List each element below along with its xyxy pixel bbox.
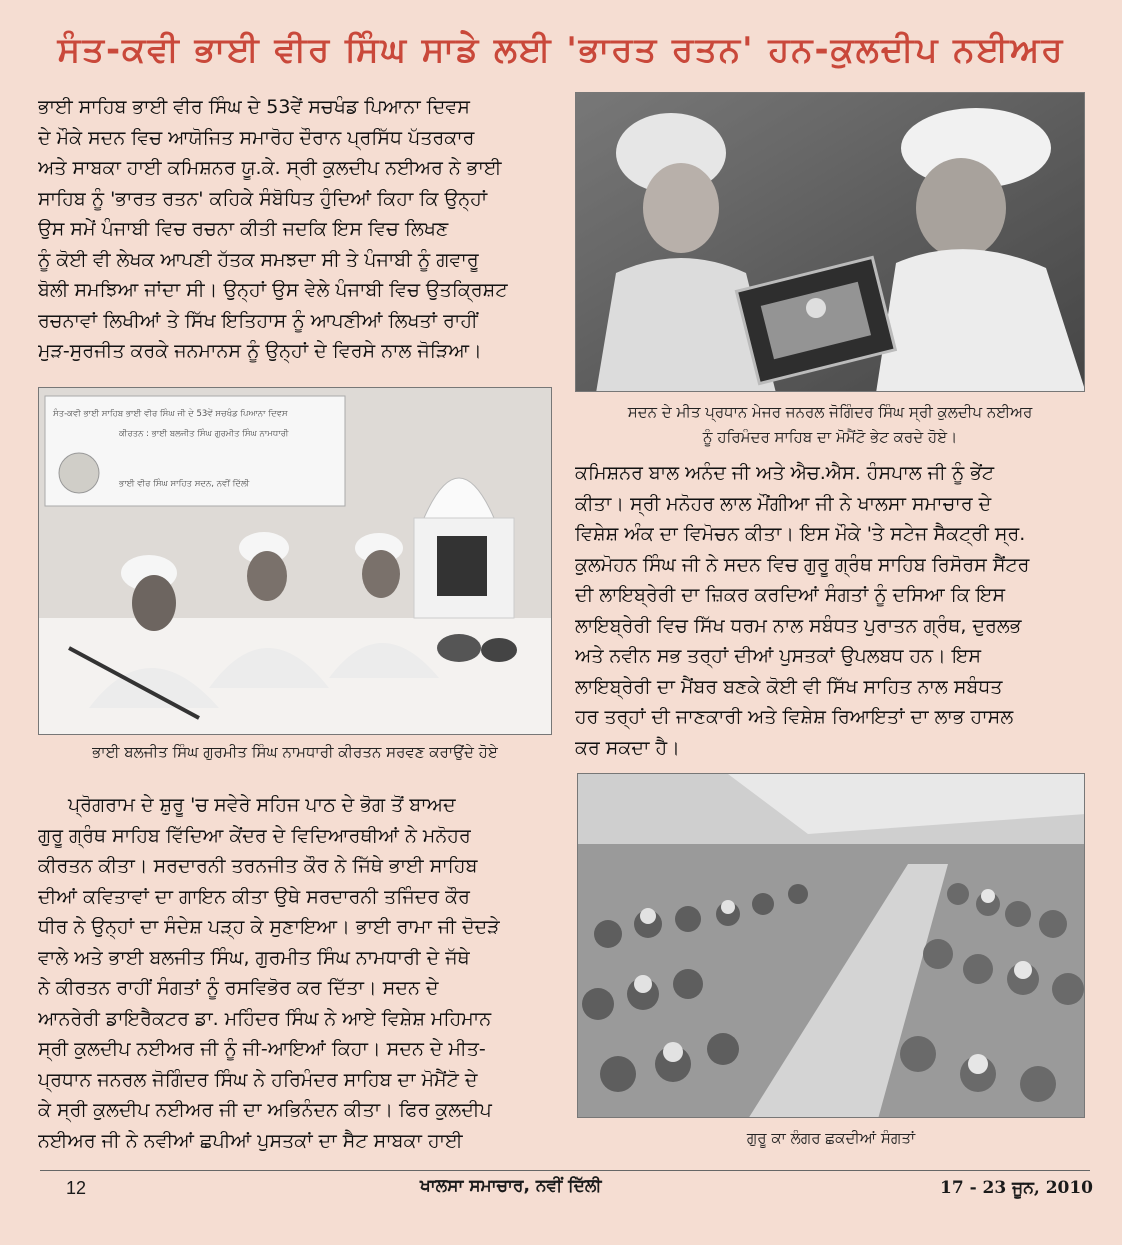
photo-langar [577,773,1085,1118]
photo-kirtan [38,387,552,735]
banner-line-1: ਸੰਤ-ਕਵੀ ਭਾਈ ਸਾਹਿਬ ਭਾਈ ਵੀਰ ਸਿੰਘ ਜੀ ਦੇ 53ਵੇਂ ਸਚਖੰਡ ਪਿਆਨਾ ਦਿਵਸ [53,409,288,419]
banner-line-3: ਭਾਈ ਵੀਰ ਸਿੰਘ ਸਾਹਿਤ ਸਦਨ, ਨਵੀਂ ਦਿੱਲੀ [119,479,250,489]
memento-caption: ਸਦਨ ਦੇ ਮੀਤ ਪ੍ਰਧਾਨ ਮੇਜਰ ਜਨਰਲ ਜੋਗਿੰਦਰ ਸਿੰਘ ਸ੍ਰੀ ਕੁਲਦੀਪ ਨਈਅਰ ਨੂੰ ਹਰਿਮੰਦਰ ਸਾਹਿਬ ਦਾ ਮੋਮੈਂਟੋ ਭੇਟ ਕਰਦੇ ਹੋਏ। [627,403,1033,446]
right-column-paragraph: ਕਮਿਸ਼ਨਰ ਬਾਲ ਅਨੰਦ ਜੀ ਅਤੇ ਐਚ.ਐਸ. ਹੰਸਪਾਲ ਜੀ ਨੂੰ ਭੇਂਟ ਕੀਤਾ। ਸ੍ਰੀ ਮਨੋਹਰ ਲਾਲ ਮੌਂਗੀਆ ਜੀ ਨੇ ਖਾਲਸਾ ਸਮਾਚਾਰ ਦੇ ਵਿਸ਼ੇਸ਼ ਅੰਕ ਦਾ ਵਿਮੋਚਨ ਕੀਤਾ। ਇਸ ਮੌਕੇ 'ਤੇ ਸਟੇਜ ਸੈਕਟ੍ਰੀ ਸ੍ਰ. ਕੁਲਮੋਹਨ ਸਿੰਘ ਜੀ ਨੇ ਸਦਨ ਵਿਚ ਗੁਰੂ ਗ੍ਰੰਥ ਸਾਹਿਬ ਰਿਸੋਰਸ ਸੈਂਟਰ ਦੀ ਲਾਇਬ੍ਰੇਰੀ ਦਾ ਜ਼ਿਕਰ ਕਰਦਿਆਂ ਸੰਗਤਾਂ ਨੂੰ ਦਸਿਆ ਕਿ ਇਸ ਲਾਇਬ੍ਰੇਰੀ ਵਿਚ ਸਿੱਖ ਧਰਮ ਨਾਲ ਸਬੰਧਤ ਪੁਰਾਤਨ ਗ੍ਰੰਥ, ਦੁਰਲਭ ਅਤੇ ਨਵੀਨ ਸਭ ਤਰ੍ਹਾਂ ਦੀਆਂ ਪੁਸਤਕਾਂ ਉਪਲਬਧ ਹਨ। ਇਸ ਲਾਇਬ੍ਰੇਰੀ ਦਾ ਮੈਂਬਰ ਬਣਕੇ ਕੋਈ ਵੀ ਸਿੱਖ ਸਾਹਿਤ ਨਾਲ ਸਬੰਧਤ ਹਰ ਤਰ੍ਹਾਂ ਦੀ ਜਾਣਕਾਰੀ ਅਤੇ ਵਿਸ਼ੇਸ਼ ਰਿਆਇਤਾਂ ਦਾ ਲਾਭ ਹਾਸਲ ਕਰ ਸਕਦਾ ਹੈ। [575,462,1030,759]
program-paragraph: ਪ੍ਰੋਗਰਾਮ ਦੇ ਸ਼ੁਰੂ 'ਚ ਸਵੇਰੇ ਸਹਿਜ ਪਾਠ ਦੇ ਭੋਗ ਤੋਂ ਬਾਅਦ ਗੁਰੂ ਗ੍ਰੰਥ ਸਾਹਿਬ ਵਿੱਦਿਆ ਕੇਂਦਰ ਦੇ ਵਿਦਿਆਰਥੀਆਂ ਨੇ ਮਨੋਹਰ ਕੀਰਤਨ ਕੀਤਾ। ਸਰਦਾਰਨੀ ਤਰਨਜੀਤ ਕੌਰ ਨੇ ਜਿੱਥੇ ਭਾਈ ਸਾਹਿਬ ਦੀਆਂ ਕਵਿਤਾਵਾਂ ਦਾ ਗਾਇਨ ਕੀਤਾ ਉਥੇ ਸਰਦਾਰਨੀ ਤਜਿੰਦਰ ਕੌਰ ਧੀਰ ਨੇ ਉਨ੍ਹਾਂ ਦਾ ਸੰਦੇਸ਼ ਪੜ੍ਹ ਕੇ ਸੁਣਾਇਆ। ਭਾਈ ਰਾਮਾ ਜੀ ਦੋਦੜੇ ਵਾਲੇ ਅਤੇ ਭਾਈ ਬਲਜੀਤ ਸਿੰਘ, ਗੁਰਮੀਤ ਸਿੰਘ ਨਾਮਧਾਰੀ ਦੇ ਜੱਥੇ ਨੇ ਕੀਰਤਨ ਰਾਹੀਂ ਸੰਗਤਾਂ ਨੂੰ ਰਸਵਿਭੋਰ ਕਰ ਦਿੱਤਾ। ਸਦਨ ਦੇ ਆਨਰੇਰੀ ਡਾਇਰੈਕਟਰ ਡਾ. ਮਹਿੰਦਰ ਸਿੰਘ ਨੇ ਆਏ ਵਿਸ਼ੇਸ਼ ਮਹਿਮਾਨ ਸ੍ਰੀ ਕੁਲਦੀਪ ਨਈਅਰ ਜੀ ਨੂੰ ਜੀ-ਆਇਆਂ ਕਿਹਾ। ਸਦਨ ਦੇ ਮੀਤ- ਪ੍ਰਧਾਨ ਜਨਰਲ ਜੋਗਿੰਦਰ ਸਿੰਘ ਨੇ ਹਰਿਮੰਦਰ ਸਾਹਿਬ ਦਾ ਮੋਮੈਂਟੋ ਦੇ ਕੇ ਸ੍ਰੀ ਕੁਲਦੀਪ ਨਈਅਰ ਜੀ ਦਾ ਅਭਿਨੰਦਨ ਕੀਤਾ। ਫਿਰ ਕੁਲਦੀਪ ਨਈਅਰ ਜੀ ਨੇ ਨਵੀਆਂ ਛਪੀਆਂ ਪੁਸਤਕਾਂ ਦਾ ਸੈਟ ਸਾਬਕਾ ਹਾਈ [38,794,500,1152]
page-number: 12 [66,1178,87,1198]
photo-memento-presentation [575,92,1085,392]
kirtan-caption: ਭਾਈ ਬਲਜੀਤ ਸਿੰਘ ਗੁਰਮੀਤ ਸਿੰਘ ਨਾਮਧਾਰੀ ਕੀਰਤਨ ਸਰਵਣ ਕਰਾਉਂਦੇ ਹੋਏ [92,743,498,761]
langar-image [578,774,1085,1118]
memento-presentation-image [576,93,1085,392]
publication-name: ਖਾਲਸਾ ਸਮਾਚਾਰ, ਨਵੀਂ ਦਿੱਲੀ [420,1176,602,1196]
intro-paragraph: ਭਾਈ ਸਾਹਿਬ ਭਾਈ ਵੀਰ ਸਿੰਘ ਦੇ 53ਵੇਂ ਸਚਖੰਡ ਪਿਆਨਾ ਦਿਵਸ ਦੇ ਮੌਕੇ ਸਦਨ ਵਿਚ ਆਯੋਜਿਤ ਸਮਾਰੋਹ ਦੌਰਾਨ ਪ੍ਰਸਿੱਧ ਪੱਤਰਕਾਰ ਅਤੇ ਸਾਬਕਾ ਹਾਈ ਕਮਿਸ਼ਨਰ ਯੂ.ਕੇ. ਸ੍ਰੀ ਕੁਲਦੀਪ ਨਈਅਰ ਨੇ ਭਾਈ ਸਾਹਿਬ ਨੂੰ 'ਭਾਰਤ ਰਤਨ' ਕਹਿਕੇ ਸੰਬੋਧਿਤ ਹੁੰਦਿਆਂ ਕਿਹਾ ਕਿ ਉਨ੍ਹਾਂ ਉਸ ਸਮੇਂ ਪੰਜਾਬੀ ਵਿਚ ਰਚਨਾ ਕੀਤੀ ਜਦਕਿ ਇਸ ਵਿਚ ਲਿਖਣ ਨੂੰ ਕੋਈ ਵੀ ਲੇਖਕ ਆਪਣੀ ਹੱਤਕ ਸਮਝਦਾ ਸੀ ਤੇ ਪੰਜਾਬੀ ਨੂੰ ਗਵਾਰੂ ਬੋਲੀ ਸਮਝਿਆ ਜਾਂਦਾ ਸੀ। ਉਨ੍ਹਾਂ ਉਸ ਵੇਲੇ ਪੰਜਾਬੀ ਵਿਚ ਉਤਕ੍ਰਿਸ਼ਟ ਰਚਨਾਵਾਂ ਲਿਖੀਆਂ ਤੇ ਸਿੱਖ ਇਤਿਹਾਸ ਨੂੰ ਆਪਣੀਆਂ ਲਿਖਤਾਂ ਰਾਹੀਂ ਮੁੜ-ਸੁਰਜੀਤ ਕਰਕੇ ਜਨਮਾਨਸ ਨੂੰ ਉਨ੍ਹਾਂ ਦੇ ਵਿਰਸੇ ਨਾਲ ਜੋੜਿਆ। [38,96,508,362]
issue-date: 17 - 23 ਜੂਨ, 2010 [940,1178,1094,1198]
article-headline: ਸੰਤ-ਕਵੀ ਭਾਈ ਵੀਰ ਸਿੰਘ ਸਾਡੇ ਲਈ 'ਭਾਰਤ ਰਤਨ' ਹਨ-ਕੁਲਦੀਪ ਨਈਅਰ [57,30,1065,70]
banner-line-2: ਕੀਰਤਨ : ਭਾਈ ਬਲਜੀਤ ਸਿੰਘ ਗੁਰਮੀਤ ਸਿੰਘ ਨਾਮਧਾਰੀ [119,429,289,439]
footer-divider [40,1170,1090,1171]
kirtan-image [39,388,552,735]
langar-caption: ਗੁਰੂ ਕਾ ਲੰਗਰ ਛਕਦੀਆਂ ਸੰਗਤਾਂ [746,1129,916,1147]
